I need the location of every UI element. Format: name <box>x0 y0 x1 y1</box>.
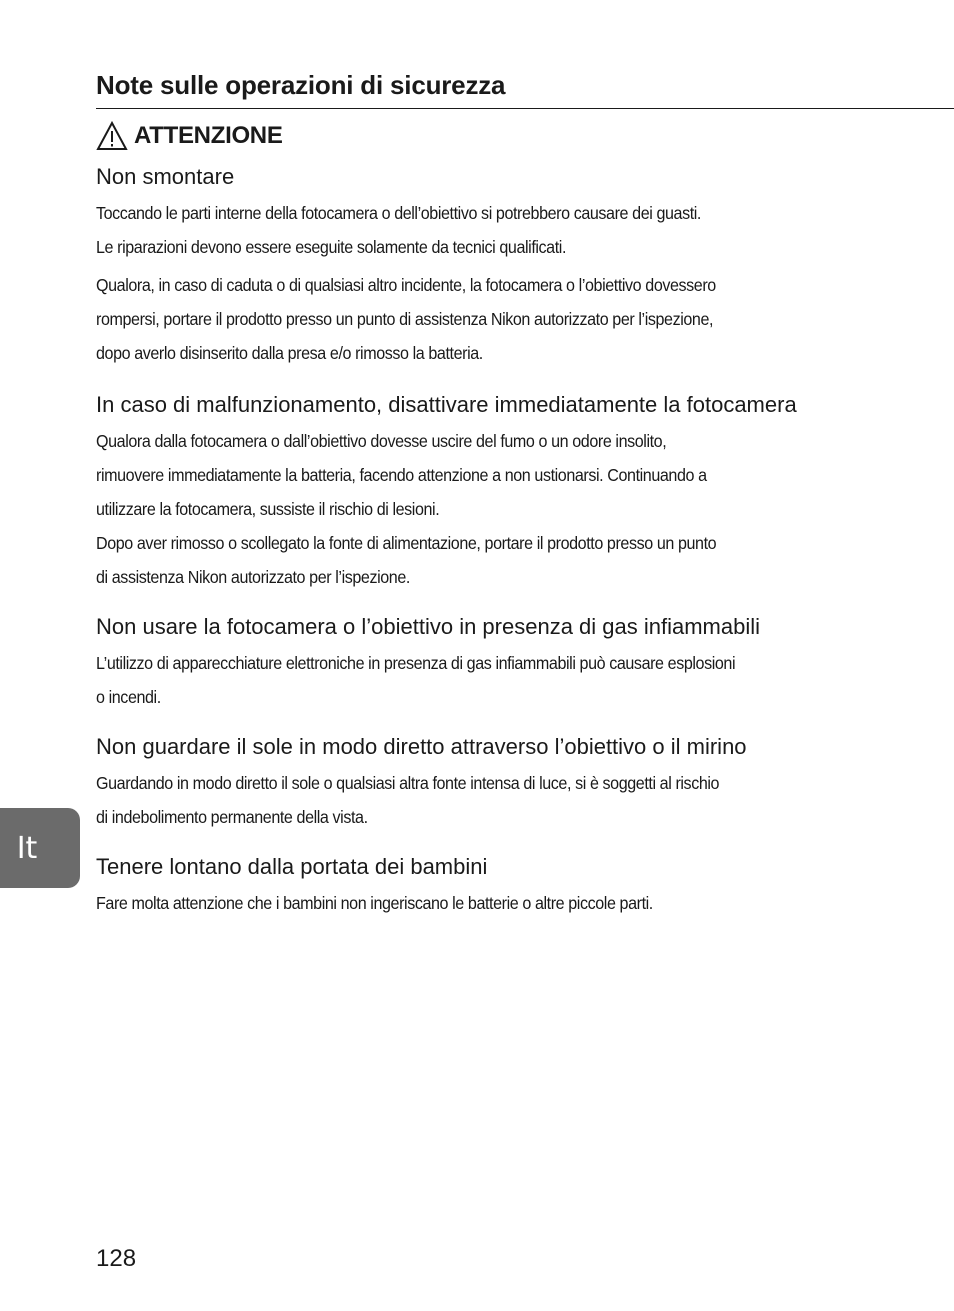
body-line: Toccando le parti interne della fotocamera o dell’obiettivo si potrebbero causare dei guasti. <box>96 203 702 223</box>
section-heading: Non smontare <box>96 164 235 189</box>
safety-content <box>96 158 886 934</box>
body-line: Guardando in modo diretto il sole o qualsiasi altra fonte intensa di luce, si è soggetti al rischio <box>96 773 720 793</box>
body-line: Qualora, in caso di caduta o di qualsiasi altro incidente, la fotocamera o l’obiettivo dovessero <box>96 275 716 295</box>
body-line: o incendi. <box>96 687 161 707</box>
section-sole <box>96 728 886 834</box>
warning-label: ATTENZIONE <box>134 122 283 149</box>
body-line: Fare molta attenzione che i bambini non ingeriscano le batterie o altre piccole parti. <box>96 893 653 913</box>
section-body <box>96 424 886 594</box>
section-body <box>96 886 886 920</box>
warning-triangle-icon <box>96 121 128 151</box>
section-heading: Non guardare il sole in modo diretto attraverso l’obiettivo o il mirino <box>96 734 747 759</box>
body-line: di indebolimento permanente della vista. <box>96 807 368 827</box>
section-gas-infiammabili <box>96 608 886 714</box>
section-heading: Tenere lontano dalla portata dei bambini <box>96 854 488 879</box>
language-tab-label: It <box>16 830 38 866</box>
section-heading: Non usare la fotocamera o l’obiettivo in presenza di gas infiammabili <box>96 614 761 639</box>
body-line: di assistenza Nikon autorizzato per l’ispezione. <box>96 567 410 587</box>
body-line: dopo averlo disinserito dalla presa e/o rimosso la batteria. <box>96 343 483 363</box>
section-non-smontare <box>96 158 886 370</box>
body-line: Dopo aver rimosso o scollegato la fonte di alimentazione, portare il prodotto presso un punto <box>96 533 717 553</box>
section-malfunzionamento <box>96 386 886 594</box>
body-line: utilizzare la fotocamera, sussiste il rischio di lesioni. <box>96 499 440 519</box>
language-tab <box>0 808 80 888</box>
title-divider <box>96 108 954 109</box>
page-title: Note sulle operazioni di sicurezza <box>96 70 506 100</box>
section-heading: In caso di malfunzionamento, disattivare immediatamente la fotocamera <box>96 392 797 417</box>
body-line: L’utilizzo di apparecchiature elettroniche in presenza di gas infiammabili può causare esplosioni <box>96 653 736 673</box>
warning-header <box>96 120 283 152</box>
section-body <box>96 196 886 370</box>
body-line: rompersi, portare il prodotto presso un punto di assistenza Nikon autorizzato per l’ispezione, <box>96 309 714 329</box>
body-line: Le riparazioni devono essere eseguite solamente da tecnici qualificati. <box>96 237 567 257</box>
body-line: rimuovere immediatamente la batteria, facendo attenzione a non ustionarsi. Continuando a <box>96 465 707 485</box>
body-line: Qualora dalla fotocamera o dall’obiettivo dovesse uscire del fumo o un odore insolito, <box>96 431 667 451</box>
section-body <box>96 766 886 834</box>
section-body <box>96 646 886 714</box>
page-number: 128 <box>96 1245 137 1272</box>
section-bambini <box>96 848 886 920</box>
